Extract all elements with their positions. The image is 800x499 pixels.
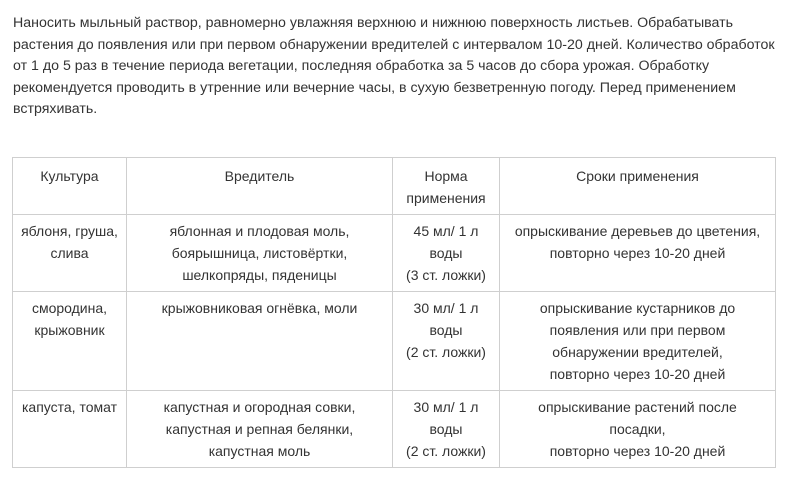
cell-timing: опрыскивание растений после посадки, повторно через 10-20 дней [500,391,776,468]
instructions-paragraph: Наносить мыльный раствор, равномерно увлажняя верхнюю и нижнюю поверхность листьев. Обрабатывать растения до появления или при первом обнаружении вредителей с интервалом 10-20 дней. Количество обработок от 1 до 5 раз в течение периода вегетации, последняя обработка за 5 часов до сбора урожая. Обработку рекомендуется проводить в утренние или вечерние часы, в сухую безветренную погоду. Перед применением встряхивать. [13,15,775,117]
cell-crop: смородина, крыжовник [13,292,127,391]
cell-rate: 45 мл/ 1 л воды (3 ст. ложки) [393,215,500,292]
table-header-row [13,158,776,215]
cell-pest: капустная и огородная совки, капустная и репная белянки, капустная моль [127,391,393,468]
application-table-wrapper [12,157,776,468]
header-crop: Культура [13,158,127,215]
cell-crop: яблоня, груша, слива [13,215,127,292]
table-row [13,391,776,468]
application-table [12,157,776,468]
cell-pest: яблонная и плодовая моль, боярышница, листовёртки, шелкопряды, пяденицы [127,215,393,292]
cell-rate: 30 мл/ 1 л воды (2 ст. ложки) [393,292,500,391]
header-timing: Сроки применения [500,158,776,215]
table-row [13,292,776,391]
header-rate: Норма применения [393,158,500,215]
header-pest: Вредитель [127,158,393,215]
cell-rate: 30 мл/ 1 л воды (2 ст. ложки) [393,391,500,468]
table-row [13,215,776,292]
cell-timing: опрыскивание кустарников до появления или при первом обнаружении вредителей, повторно через 10-20 дней [500,292,776,391]
cell-timing: опрыскивание деревьев до цветения, повторно через 10-20 дней [500,215,776,292]
cell-pest: крыжовниковая огнёвка, моли [127,292,393,391]
cell-crop: капуста, томат [13,391,127,468]
